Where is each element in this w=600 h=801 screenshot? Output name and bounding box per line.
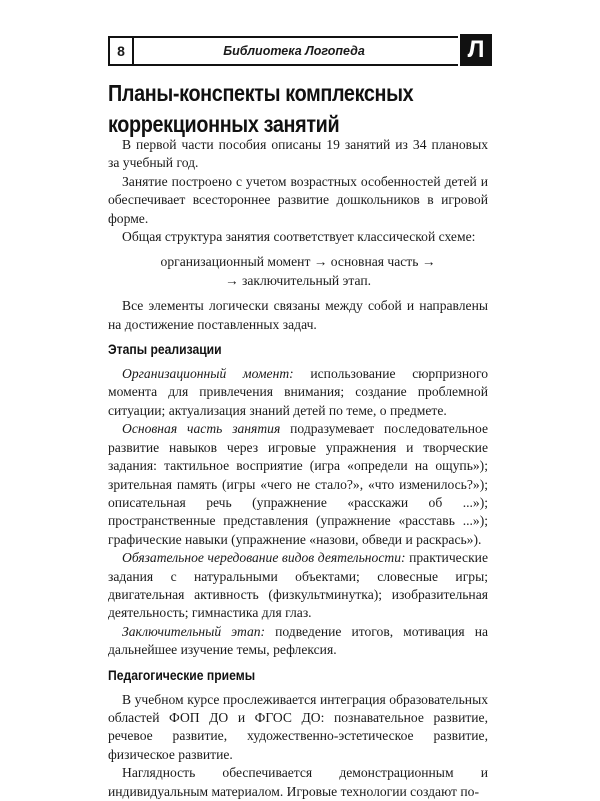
intro-paragraph-3: Общая структура занятия соответствует классической схеме: xyxy=(122,229,476,245)
stage-organizational xyxy=(108,365,488,420)
stage-description: практические задания с натуральными объектами; словесные игры; двигательная активность (физкультминутка); изобразительная деятельность; гимнастика для глаз. xyxy=(108,550,488,621)
scheme-line-2: → заключительный этап. xyxy=(224,272,372,288)
stage-term: Основная часть занятия xyxy=(122,421,281,437)
stage-description: использование сюрпризного момента для привлечения внимания; создание проблемной ситуации; актуализация знаний детей по теме, о предмете. xyxy=(108,366,489,418)
chapter-title-line-2: коррекционных занятий xyxy=(108,111,340,137)
methods-paragraph-2: Наглядность обеспечивается демонстрационным и индивидуальным материалом. Игровые технологии создают по- xyxy=(108,765,488,799)
stage-alternation xyxy=(108,549,488,623)
page-number: 8 xyxy=(108,36,134,66)
stage-term: Обязательное чередование видов деятельности: xyxy=(122,550,406,566)
stage-term: Организационный момент: xyxy=(122,366,294,382)
chapter-title xyxy=(108,78,452,140)
intro-paragraph-4: Все элементы логически связаны между собой и направлены на достижение поставленных задач. xyxy=(108,298,488,332)
series-logo: Л xyxy=(460,34,492,66)
section-heading-stages: Этапы реализации xyxy=(108,342,222,358)
chapter-title-line-1: Планы-конспекты комплексных xyxy=(108,80,414,106)
intro-paragraph-2: Занятие построено с учетом возрастных особенностей детей и обеспечивает всестороннее развитие дошкольников в игровой форме. xyxy=(108,173,488,226)
stage-term: Заключительный этап: xyxy=(122,623,266,639)
stage-main-part xyxy=(108,420,488,549)
page-header xyxy=(108,36,493,64)
stage-description: подведение итогов, мотивация на дальнейшее изучение темы, рефлексия. xyxy=(108,623,488,658)
running-title: Библиотека Логопеда xyxy=(130,36,458,66)
stage-final xyxy=(108,623,488,660)
methods-paragraph-1: В учебном курсе прослеживается интеграция образовательных областей ФОП ДО и ФГОС ДО: познавательное развитие, речевое развитие, художественно-эстетическое развитие, физическое развитие. xyxy=(108,691,488,762)
stage-description: подразумевает последовательное развитие навыков через игровые упражнения и творческие задания: тактильное восприятие (игра «определи на ощупь»); зрительная память (игры «чего не стало?», «что изменилось?»); описательная речь (упражнение «расскажи об ...»); пространственные представления (упражнение «расставь ...»); графические навыки (упражнение «назови, обведи и раскрась»). xyxy=(108,421,488,547)
section-heading-methods: Педагогические приемы xyxy=(108,667,256,683)
scheme-line-1: организационный момент → основная часть → xyxy=(160,254,436,270)
structure-scheme xyxy=(108,253,488,290)
intro-paragraph-1: В первой части пособия описаны 19 занятий из 34 плановых за учебный год. xyxy=(108,137,488,171)
body-text xyxy=(108,136,488,801)
